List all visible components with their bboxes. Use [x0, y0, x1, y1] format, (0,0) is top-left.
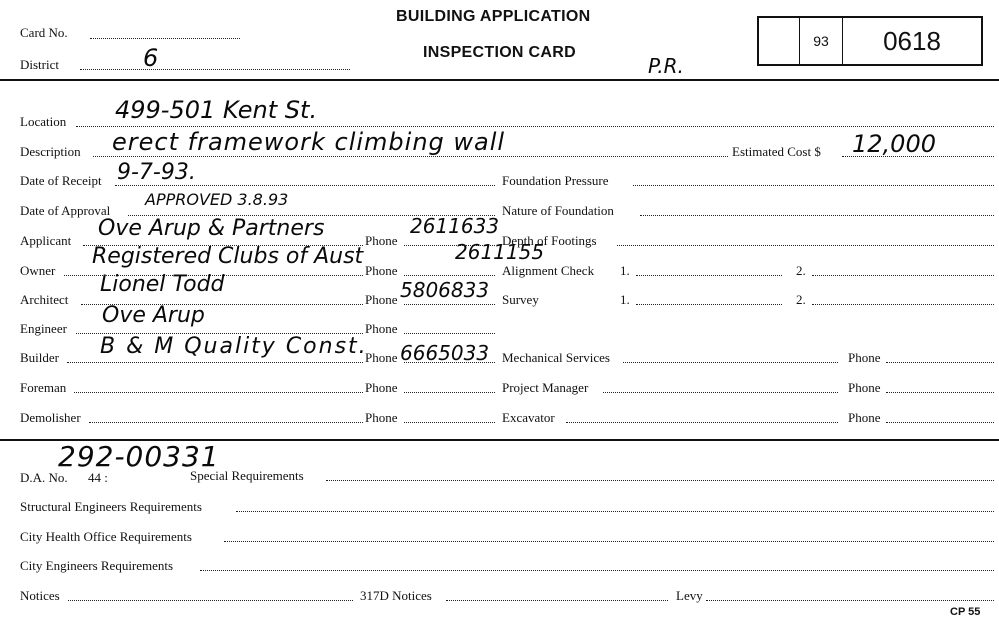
box-blank	[759, 18, 800, 64]
alignment-check-label: Alignment Check	[502, 263, 595, 278]
date-receipt-value: 9-7-93.	[117, 160, 196, 185]
estimated-cost-value: 12,000	[852, 130, 936, 158]
architect-phone-line	[404, 304, 495, 305]
levy-line	[706, 600, 994, 601]
owner-label: Owner	[20, 263, 56, 278]
estimated-cost-label: Estimated Cost $	[732, 144, 821, 159]
project-manager-phone-line	[886, 392, 994, 393]
description-value: erect framework climbing wall	[112, 128, 506, 156]
depth-footings-line	[617, 245, 994, 246]
owner-phone: 2611155	[455, 240, 545, 264]
foreman-phone-label: Phone	[365, 380, 398, 395]
excavator-phone-label: Phone	[848, 410, 881, 425]
engineer-phone-line	[404, 333, 495, 334]
project-manager-label: Project Manager	[502, 380, 589, 395]
foreman-phone-line	[404, 392, 495, 393]
foreman-label: Foreman	[20, 380, 67, 395]
alignment-line2	[812, 275, 994, 276]
nature-foundation-line	[640, 215, 994, 216]
da-handwritten: 292-00331	[58, 440, 220, 473]
owner-phone-line	[404, 275, 495, 276]
applicant-label: Applicant	[20, 233, 72, 248]
structural-engineers-line	[236, 511, 994, 512]
builder-label: Builder	[20, 350, 59, 365]
box-year: 93	[800, 18, 843, 64]
notices-label: Notices	[20, 588, 60, 603]
card-no-label: Card No.	[20, 25, 68, 40]
alignment-num1: 1.	[620, 263, 630, 278]
excavator-phone-line	[886, 422, 994, 423]
title-line1: BUILDING APPLICATION	[396, 8, 591, 25]
engineer-value: Ove Arup	[102, 303, 205, 328]
special-requirements-label: Special Requirements	[190, 468, 304, 483]
date-receipt-label: Date of Receipt	[20, 173, 102, 188]
excavator-label: Excavator	[502, 410, 555, 425]
applicant-phone: 2611633	[410, 214, 500, 238]
foundation-pressure-line	[633, 185, 994, 186]
builder-phone: 6665033	[400, 341, 490, 365]
project-manager-phone-label: Phone	[848, 380, 881, 395]
city-engineers-label: City Engineers Requirements	[20, 558, 174, 573]
mechanical-phone-line	[886, 362, 994, 363]
city-health-line	[224, 541, 994, 542]
survey-line2	[812, 304, 994, 305]
special-requirements-line	[326, 480, 994, 481]
structural-engineers-label: Structural Engineers Requirements	[20, 499, 202, 514]
description-line	[93, 156, 728, 157]
location-line	[76, 126, 994, 127]
demolisher-line	[89, 422, 363, 423]
survey-num2: 2.	[796, 292, 806, 307]
alignment-line1	[636, 275, 782, 276]
date-approval-label: Date of Approval	[20, 203, 111, 218]
excavator-line	[566, 422, 838, 423]
top-rule	[0, 79, 999, 81]
title-line2: INSPECTION CARD	[423, 44, 576, 61]
location-value: 499-501 Kent St.	[115, 96, 318, 124]
da-no-label: D.A. No.	[20, 470, 68, 485]
city-engineers-line	[200, 570, 994, 571]
applicant-value: Ove Arup & Partners	[98, 216, 325, 241]
survey-label: Survey	[502, 292, 539, 307]
description-label: Description	[20, 144, 81, 159]
initials-handwritten: P.R.	[648, 54, 684, 78]
architect-phone-label: Phone	[365, 292, 398, 307]
notices-317d-label: 317D Notices	[360, 588, 432, 603]
box-number: 0618	[883, 25, 941, 56]
mechanical-services-line	[623, 362, 838, 363]
project-manager-line	[603, 392, 838, 393]
district-value: 6	[143, 44, 159, 72]
notices-line	[68, 600, 353, 601]
da-no-value: 44 :	[88, 470, 108, 485]
builder-value: B & M Quality Const.	[100, 334, 368, 359]
date-approval-value: APPROVED 3.8.93	[145, 190, 289, 209]
mechanical-phone-label: Phone	[848, 350, 881, 365]
district-label: District	[20, 57, 59, 72]
architect-phone: 5806833	[400, 278, 490, 302]
builder-phone-label: Phone	[365, 350, 398, 365]
survey-num1: 1.	[620, 292, 630, 307]
levy-label: Levy	[676, 588, 703, 603]
depth-footings-label: Depth of Footings	[502, 233, 597, 248]
builder-line	[67, 362, 363, 363]
engineer-label: Engineer	[20, 321, 67, 336]
applicant-phone-label: Phone	[365, 233, 398, 248]
form-code: CP 55	[950, 606, 981, 618]
demolisher-phone-line	[404, 422, 495, 423]
architect-label: Architect	[20, 292, 69, 307]
notices-317d-line	[446, 600, 668, 601]
date-receipt-line	[115, 185, 495, 186]
card-number-box	[757, 16, 983, 66]
demolisher-label: Demolisher	[20, 410, 81, 425]
nature-foundation-label: Nature of Foundation	[502, 203, 614, 218]
demolisher-phone-label: Phone	[365, 410, 398, 425]
owner-value: Registered Clubs of Aust	[92, 244, 364, 269]
city-health-label: City Health Office Requirements	[20, 529, 192, 544]
card-no-line	[90, 38, 240, 39]
district-line	[80, 69, 350, 70]
mechanical-services-label: Mechanical Services	[502, 350, 610, 365]
survey-line1	[636, 304, 782, 305]
foundation-pressure-label: Foundation Pressure	[502, 173, 609, 188]
owner-phone-label: Phone	[365, 263, 398, 278]
architect-value: Lionel Todd	[100, 272, 225, 297]
alignment-num2: 2.	[796, 263, 806, 278]
location-label: Location	[20, 114, 67, 129]
foreman-line	[74, 392, 363, 393]
engineer-phone-label: Phone	[365, 321, 398, 336]
